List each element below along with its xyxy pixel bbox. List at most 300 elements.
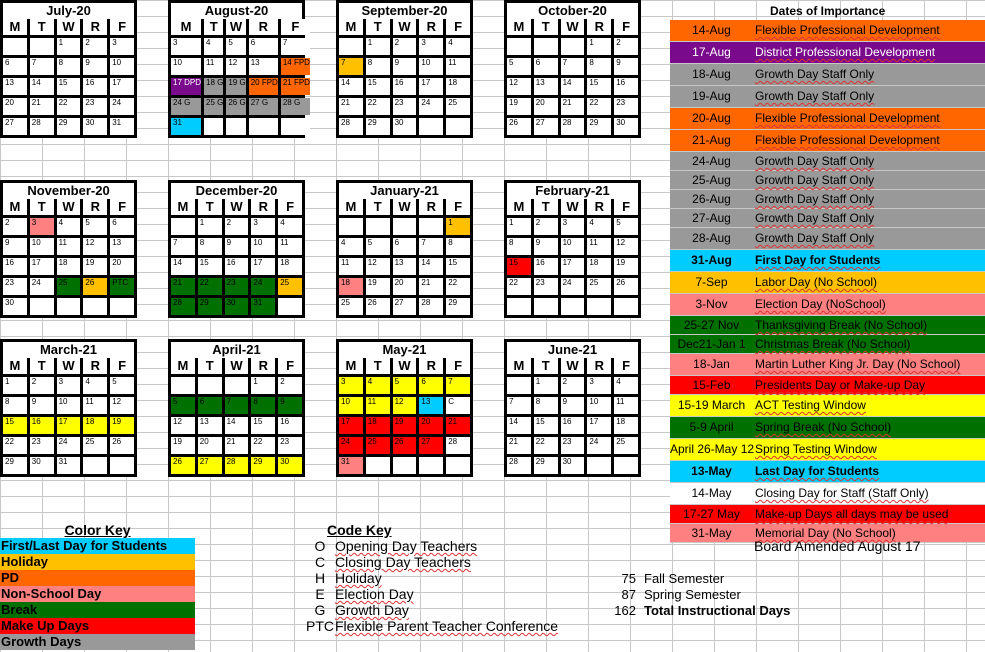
important-date-row — [670, 505, 985, 524]
day-cell: 8 — [57, 58, 81, 75]
important-date: 19-Aug — [692, 89, 731, 103]
weekday-header: M — [3, 358, 27, 374]
day-cell: 10 — [419, 58, 443, 75]
important-date: 18-Aug — [692, 67, 731, 81]
day-cell: 22 — [198, 278, 222, 295]
day-cell — [446, 118, 470, 135]
month-calendar — [504, 180, 641, 318]
board-note: Board Amended August 17 — [754, 538, 921, 554]
day-cell: 23 — [393, 98, 417, 115]
day-cell: 11 — [587, 238, 611, 255]
day-cell: 11 — [278, 238, 302, 255]
day-cell: 15 — [587, 78, 611, 95]
important-date-row — [670, 250, 985, 272]
day-cell: 7 — [30, 58, 54, 75]
day-cell — [171, 377, 195, 394]
day-cell: 20 — [110, 258, 134, 275]
day-cell: 19 — [110, 417, 134, 434]
day-cell: 1 — [198, 218, 222, 235]
day-cell: 13 — [249, 58, 278, 75]
day-cell: 17 — [30, 258, 54, 275]
month-grid — [168, 19, 310, 138]
weekday-header: T — [198, 358, 222, 374]
important-date: Dec21-Jan 1 — [677, 337, 746, 351]
day-cell: 25 — [278, 278, 302, 295]
weekday-header: M — [507, 199, 531, 215]
month-title: April-21 — [168, 339, 305, 358]
day-cell: 26 — [507, 118, 531, 135]
month-grid — [504, 199, 641, 318]
day-cell: 4 — [204, 38, 223, 55]
important-date-description: Closing Day for Staff (Staff Only) — [755, 486, 929, 500]
month-title: June-21 — [504, 339, 641, 358]
code-key-item — [305, 554, 665, 570]
weekday-header: M — [171, 19, 201, 35]
day-cell: 10 — [251, 238, 275, 255]
color-key-item: First/Last Day for Students — [0, 538, 195, 554]
code-letter: H — [314, 570, 326, 586]
day-cell: 14 — [225, 417, 249, 434]
day-cell: 15 — [507, 258, 531, 275]
day-cell: 7 — [507, 397, 531, 414]
important-date-row — [670, 483, 985, 505]
day-cell: 2 — [30, 377, 54, 394]
weekday-header: W — [393, 199, 417, 215]
day-cell: 14 — [507, 417, 531, 434]
color-key-item: Growth Days — [0, 634, 195, 650]
day-cell: 2 — [83, 38, 107, 55]
day-cell: 24 — [110, 98, 134, 115]
day-cell: 15 — [251, 417, 275, 434]
day-cell: 3 — [110, 38, 134, 55]
day-cell: 11 — [57, 238, 81, 255]
summary-count: 87 — [621, 587, 636, 602]
day-cell: 4 — [83, 377, 107, 394]
important-date-row — [670, 316, 985, 335]
important-date: 14-Aug — [692, 23, 731, 37]
day-cell: 16 — [614, 78, 638, 95]
weekday-header: F — [446, 19, 470, 35]
month-grid — [168, 199, 305, 318]
weekday-header: R — [83, 358, 107, 374]
day-cell: 23 — [83, 98, 107, 115]
code-letter: G — [314, 602, 326, 618]
day-cell: 25 — [614, 437, 638, 454]
day-cell: 23 — [561, 437, 585, 454]
weekday-header: W — [57, 358, 81, 374]
day-cell: 30 — [561, 457, 585, 474]
important-date-description: Martin Luther King Jr. Day (No School) — [755, 357, 961, 371]
month-calendar — [0, 339, 137, 477]
day-cell: 21 — [30, 98, 54, 115]
important-date: April 26-May 12 — [670, 442, 755, 456]
month-title: October-20 — [504, 0, 641, 19]
day-cell: 24 — [339, 437, 363, 454]
color-key-item: Break — [0, 602, 195, 618]
weekday-header: F — [446, 358, 470, 374]
important-date: 13-May — [691, 464, 732, 478]
color-key-item: Holiday — [0, 554, 195, 570]
weekday-header: R — [587, 19, 611, 35]
day-cell: 24 — [251, 278, 275, 295]
important-date: 28-Aug — [692, 231, 731, 245]
important-date-description: Flexible Professional Development — [755, 111, 940, 125]
color-key-item: Make Up Days — [0, 618, 195, 634]
day-cell — [419, 457, 443, 474]
weekday-header: R — [83, 19, 107, 35]
day-cell — [110, 457, 134, 474]
important-date-description: Last Day for Students — [755, 464, 880, 478]
day-cell: 29 — [198, 298, 222, 315]
day-cell — [204, 118, 223, 135]
day-cell: 19 — [614, 258, 638, 275]
month-calendar — [504, 339, 641, 477]
day-cell: 7 — [339, 58, 363, 75]
day-cell: 22 — [446, 278, 470, 295]
weekday-header: R — [251, 358, 275, 374]
weekday-header: R — [419, 358, 443, 374]
day-cell: 15 — [534, 417, 558, 434]
weekday-header: F — [614, 358, 638, 374]
day-cell: 2 — [278, 377, 302, 394]
day-cell: 18 — [614, 417, 638, 434]
day-cell: 4 — [278, 218, 302, 235]
month-grid — [336, 199, 473, 318]
weekday-header: W — [225, 358, 249, 374]
day-cell — [226, 118, 245, 135]
day-cell: 28 — [507, 457, 531, 474]
important-date: 3-Nov — [695, 297, 728, 311]
day-cell: 10 — [587, 397, 611, 414]
day-cell: 24 — [419, 98, 443, 115]
day-cell: 20 — [393, 278, 417, 295]
day-cell — [366, 218, 390, 235]
day-cell: 28 — [339, 118, 363, 135]
day-cell: 29 — [446, 298, 470, 315]
weekday-header: R — [83, 199, 107, 215]
month-title: December-20 — [168, 180, 305, 199]
day-cell: 29 — [366, 118, 390, 135]
day-cell: 3 — [339, 377, 363, 394]
day-cell: 8 — [507, 238, 531, 255]
important-date: 21-Aug — [692, 133, 731, 147]
code-letter: O — [314, 538, 326, 554]
weekday-header: T — [30, 358, 54, 374]
day-cell — [561, 298, 585, 315]
day-cell: 2 — [561, 377, 585, 394]
day-cell: 26 — [83, 278, 107, 295]
day-cell: 14 — [171, 258, 195, 275]
day-cell: 27 — [534, 118, 558, 135]
weekday-header: F — [281, 19, 310, 35]
code-label: Growth Day — [335, 602, 409, 618]
day-cell: 30 — [3, 298, 27, 315]
day-cell: 12 — [226, 58, 245, 75]
day-cell: 22 — [534, 437, 558, 454]
weekday-header: T — [366, 358, 390, 374]
day-cell: 1 — [3, 377, 27, 394]
day-cell: 26 G — [226, 98, 245, 115]
day-cell: 10 — [339, 397, 363, 414]
day-cell: 14 FPD — [281, 58, 310, 75]
day-cell: 24 — [30, 278, 54, 295]
day-cell: 2 — [3, 218, 27, 235]
day-cell: 15 — [446, 258, 470, 275]
day-cell — [110, 298, 134, 315]
day-cell: 22 — [507, 278, 531, 295]
day-cell: 17 DPD — [171, 78, 201, 95]
day-cell — [83, 298, 107, 315]
day-cell: 12 — [171, 417, 195, 434]
day-cell: 7 — [281, 38, 310, 55]
code-letter: E — [315, 586, 325, 602]
day-cell: 12 — [83, 238, 107, 255]
day-cell — [393, 457, 417, 474]
important-date-description: Labor Day (No School) — [755, 275, 878, 289]
day-cell: 1 — [366, 38, 390, 55]
day-cell: 27 G — [249, 98, 278, 115]
summary-label: Fall Semester — [644, 571, 725, 586]
month-title: March-21 — [0, 339, 137, 358]
day-cell: 25 — [446, 98, 470, 115]
important-date-row — [670, 354, 985, 376]
day-cell: 27 — [393, 298, 417, 315]
day-cell: 12 — [507, 78, 531, 95]
day-cell — [249, 118, 278, 135]
weekday-header: F — [110, 19, 134, 35]
weekday-header: F — [446, 199, 470, 215]
day-cell — [587, 298, 611, 315]
month-title: September-20 — [336, 0, 473, 19]
weekday-header: T — [30, 19, 54, 35]
day-cell: 25 — [587, 278, 611, 295]
important-date-row — [670, 417, 985, 439]
weekday-header: M — [171, 358, 195, 374]
important-date-row — [670, 439, 985, 461]
day-cell: 8 — [3, 397, 27, 414]
day-cell — [30, 38, 54, 55]
day-cell — [171, 218, 195, 235]
day-cell: 26 — [614, 278, 638, 295]
day-cell — [534, 298, 558, 315]
important-date-row — [670, 228, 985, 250]
day-cell: 11 — [366, 397, 390, 414]
summary-count: 162 — [614, 603, 636, 618]
day-cell: 9 — [393, 58, 417, 75]
important-date: 14-May — [691, 486, 732, 500]
weekday-header: W — [393, 19, 417, 35]
day-cell: 5 — [83, 218, 107, 235]
day-cell: 30 — [30, 457, 54, 474]
weekday-header: R — [249, 19, 278, 35]
important-date-row — [670, 20, 985, 42]
day-cell: 17 — [251, 258, 275, 275]
day-cell: 4 — [366, 377, 390, 394]
day-cell: 13 — [198, 417, 222, 434]
day-cell: 8 — [587, 58, 611, 75]
day-cell: 20 — [198, 437, 222, 454]
day-cell: 29 — [534, 457, 558, 474]
important-date-description: Spring Break (No School) — [755, 420, 892, 434]
day-cell: 31 — [110, 118, 134, 135]
day-cell: 11 — [614, 397, 638, 414]
weekday-header: M — [507, 19, 531, 35]
day-cell: 18 — [366, 417, 390, 434]
day-cell: 6 — [249, 38, 278, 55]
weekday-header: F — [614, 199, 638, 215]
day-cell: 26 — [393, 437, 417, 454]
important-date: 31-Aug — [691, 253, 732, 267]
day-cell: 22 — [366, 98, 390, 115]
day-cell: 13 — [419, 397, 443, 414]
weekday-header: M — [3, 19, 27, 35]
important-date-row — [670, 461, 985, 483]
day-cell: 23 — [534, 278, 558, 295]
day-cell: 6 — [198, 397, 222, 414]
day-cell — [83, 457, 107, 474]
day-cell: 24 — [561, 278, 585, 295]
important-date: 17-Aug — [692, 45, 731, 59]
day-cell: 14 — [419, 258, 443, 275]
day-cell — [587, 457, 611, 474]
day-cell: 3 — [587, 377, 611, 394]
day-cell: PTC — [110, 278, 134, 295]
day-cell: 28 — [225, 457, 249, 474]
day-cell: 11 — [83, 397, 107, 414]
code-key-item — [305, 618, 665, 634]
day-cell: 22 — [57, 98, 81, 115]
weekday-header: T — [198, 199, 222, 215]
day-cell: 21 — [507, 437, 531, 454]
day-cell: 9 — [534, 238, 558, 255]
day-cell: 18 G — [204, 78, 223, 95]
important-date-description: Make-up Days all days may be used — [755, 507, 949, 521]
day-cell: 28 — [171, 298, 195, 315]
month-calendar — [336, 0, 473, 138]
day-cell: 8 — [198, 238, 222, 255]
day-cell: 1 — [251, 377, 275, 394]
day-cell: 28 — [446, 437, 470, 454]
weekday-header: T — [366, 199, 390, 215]
day-cell: 16 — [83, 78, 107, 95]
day-cell: 22 — [587, 98, 611, 115]
day-cell: 9 — [3, 238, 27, 255]
day-cell: 19 — [83, 258, 107, 275]
day-cell: 23 — [3, 278, 27, 295]
day-cell: 17 — [419, 78, 443, 95]
day-cell: 3 — [419, 38, 443, 55]
day-cell: 23 — [278, 437, 302, 454]
day-cell: 18 — [339, 278, 363, 295]
important-date-description: Growth Day Staff Only — [755, 154, 875, 168]
important-date-row — [670, 130, 985, 152]
day-cell — [339, 218, 363, 235]
important-date-row — [670, 294, 985, 316]
day-cell: 16 — [30, 417, 54, 434]
day-cell: 7 — [446, 377, 470, 394]
important-date: 17-27 May — [683, 507, 740, 521]
important-date-description: Christmas Break (No School) — [755, 337, 911, 351]
day-cell: 13 — [110, 238, 134, 255]
month-calendar — [504, 0, 641, 138]
day-cell: 31 — [339, 457, 363, 474]
weekday-header: R — [419, 199, 443, 215]
weekday-header: M — [507, 358, 531, 374]
day-cell: 22 — [3, 437, 27, 454]
code-letter: C — [314, 554, 326, 570]
day-cell: 12 — [393, 397, 417, 414]
day-cell: 30 — [83, 118, 107, 135]
weekday-header: W — [226, 19, 245, 35]
day-cell: 8 — [251, 397, 275, 414]
day-cell: 15 — [366, 78, 390, 95]
day-cell: 16 — [278, 417, 302, 434]
month-calendar — [336, 339, 473, 477]
code-key-title: Code Key — [327, 522, 392, 538]
code-label: Election Day — [335, 586, 414, 602]
summary-count: 75 — [621, 571, 636, 586]
important-date: 18-Jan — [693, 357, 730, 371]
weekday-header: W — [57, 199, 81, 215]
month-calendar — [0, 0, 137, 138]
month-title: August-20 — [168, 0, 305, 19]
day-cell — [393, 218, 417, 235]
important-date-description: Memorial Day (No School) — [755, 526, 896, 540]
day-cell: 17 — [587, 417, 611, 434]
day-cell: 31 — [57, 457, 81, 474]
important-date-row — [670, 42, 985, 64]
weekday-header: T — [366, 19, 390, 35]
day-cell — [507, 298, 531, 315]
important-date-description: Growth Day Staff Only — [755, 173, 875, 187]
weekday-header: W — [561, 199, 585, 215]
day-cell — [614, 298, 638, 315]
day-cell: 19 — [393, 417, 417, 434]
day-cell: 16 — [225, 258, 249, 275]
day-cell: 26 — [171, 457, 195, 474]
day-cell: 20 — [419, 417, 443, 434]
day-cell: 5 — [226, 38, 245, 55]
day-cell: 29 — [3, 457, 27, 474]
day-cell: 2 — [534, 218, 558, 235]
day-cell: 15 — [198, 258, 222, 275]
day-cell: 12 — [614, 238, 638, 255]
day-cell: 29 — [251, 457, 275, 474]
month-title: May-21 — [336, 339, 473, 358]
important-date-description: Flexible Professional Development — [755, 23, 940, 37]
day-cell: 15 — [3, 417, 27, 434]
important-date-description: ACT Testing Window — [755, 398, 866, 412]
day-cell — [198, 377, 222, 394]
month-grid — [504, 358, 641, 477]
summary-row — [610, 603, 830, 619]
day-cell: 17 — [110, 78, 134, 95]
day-cell: C — [446, 397, 470, 414]
weekday-header: F — [110, 199, 134, 215]
day-cell — [446, 457, 470, 474]
day-cell: 19 — [366, 278, 390, 295]
weekday-header: T — [204, 19, 223, 35]
day-cell — [419, 118, 443, 135]
day-cell: 4 — [587, 218, 611, 235]
day-cell: 21 — [419, 278, 443, 295]
weekday-header: R — [419, 19, 443, 35]
day-cell: 31 — [251, 298, 275, 315]
day-cell: 18 — [278, 258, 302, 275]
day-cell: 11 — [446, 58, 470, 75]
day-cell: 17 — [57, 417, 81, 434]
month-title: February-21 — [504, 180, 641, 199]
